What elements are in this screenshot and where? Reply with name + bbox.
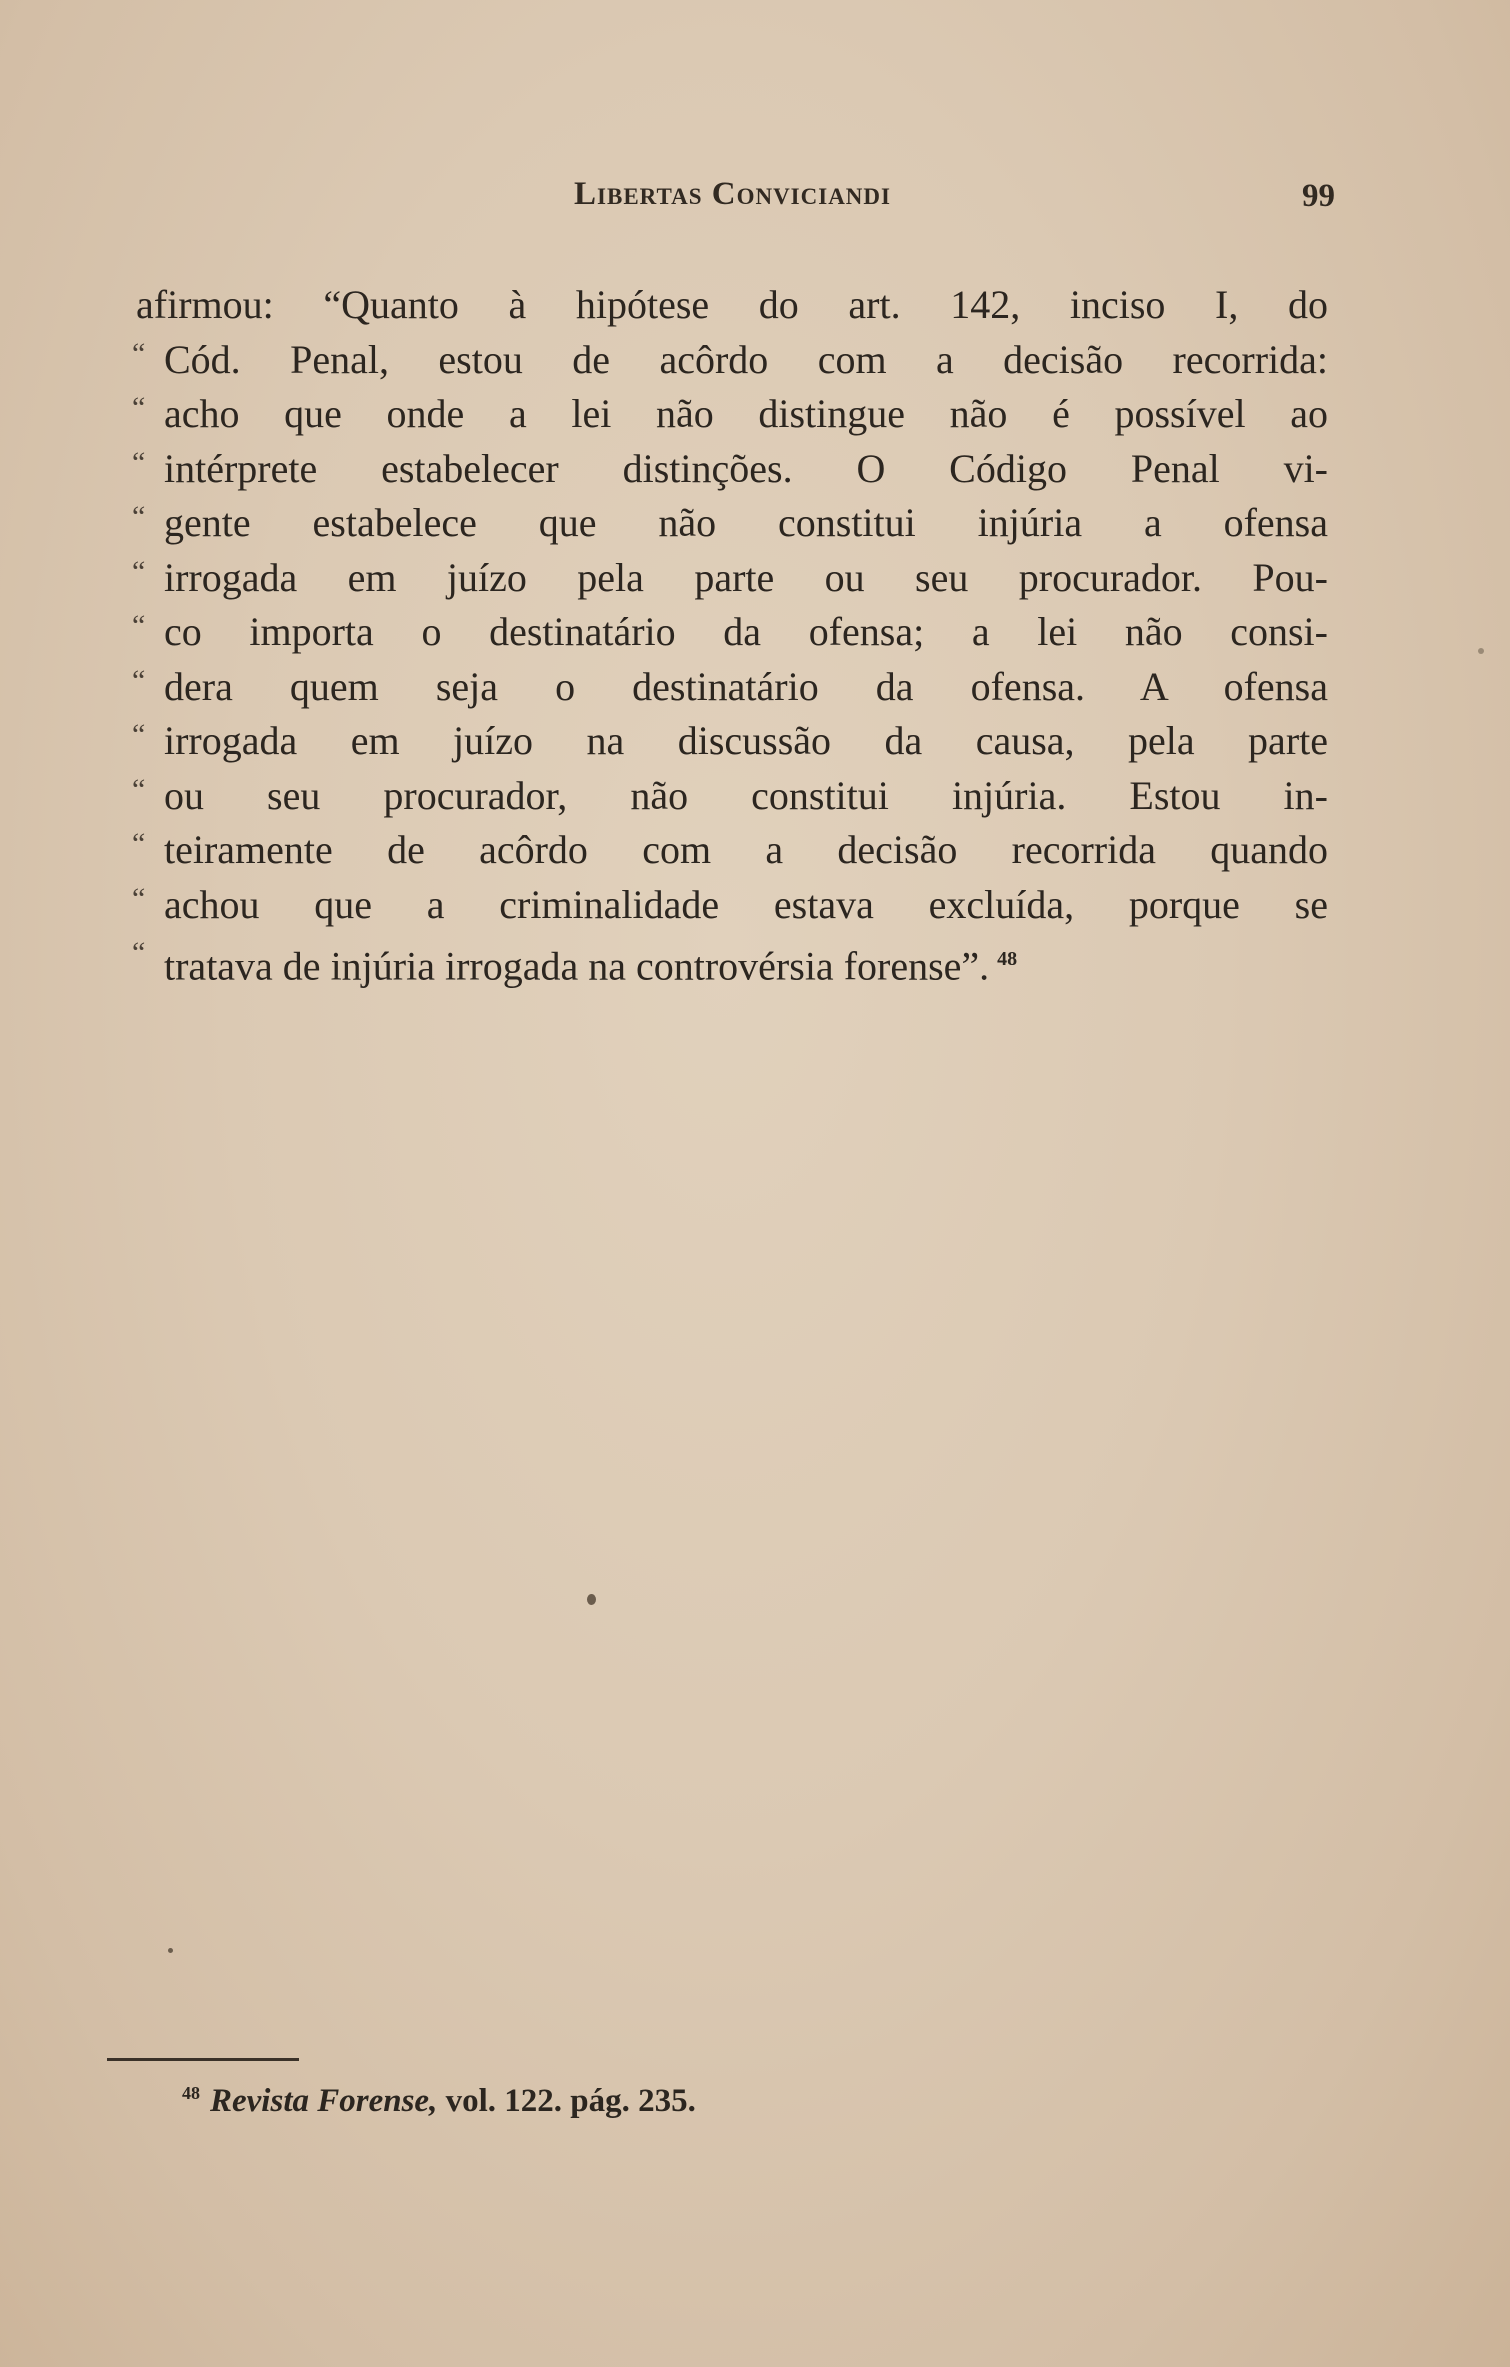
paper-speck bbox=[168, 1948, 173, 1953]
text-line bbox=[128, 769, 1328, 824]
text-line-content: Cód. Penal, estou de acôrdo com a decisão recorrida: bbox=[164, 336, 1328, 382]
text-line-content: teiramente de acôrdo com a decisão recorrida quando bbox=[164, 827, 1328, 872]
quote-mark: “ bbox=[132, 718, 146, 751]
footnote-number: 48 bbox=[182, 2083, 200, 2103]
body-text bbox=[128, 278, 1328, 987]
text-line bbox=[128, 823, 1328, 878]
text-line-content: dera quem seja o destinatário da ofensa. A ofensa bbox=[164, 663, 1328, 709]
footnote-citation: vol. 122. pág. 235. bbox=[445, 2083, 696, 2119]
quote-mark: “ bbox=[132, 391, 146, 424]
text-line-content: ou seu procurador, não constitui injúria. Estou in- bbox=[164, 772, 1328, 818]
page-number: 99 bbox=[1302, 178, 1335, 214]
text-line bbox=[128, 496, 1328, 551]
text-line-content: intérprete estabelecer distinções. O Código Penal vi- bbox=[164, 445, 1328, 491]
text-line-content: afirmou: “Quanto à hipótese do art. 142, inciso I, do bbox=[136, 282, 1328, 327]
quote-mark: “ bbox=[132, 609, 146, 642]
footnote-journal: Revista Forense, bbox=[210, 2083, 438, 2119]
footnote-reference[interactable]: 48 bbox=[997, 948, 1018, 970]
paper-speck bbox=[587, 1594, 596, 1605]
quote-mark: “ bbox=[132, 445, 146, 479]
quote-mark: “ bbox=[132, 827, 146, 860]
text-line-content: gente estabelece que não constitui injúria a ofensa bbox=[164, 500, 1328, 545]
running-title: Libertas Conviciandi bbox=[574, 176, 891, 212]
text-line-content: acho que onde a lei não distingue não é possível ao bbox=[164, 391, 1328, 436]
footnote-divider bbox=[107, 2058, 299, 2061]
quote-mark: “ bbox=[132, 936, 146, 969]
text-line-content: tratava de injúria irrogada na controvérsia forense”. bbox=[164, 943, 990, 989]
text-line bbox=[128, 333, 1328, 388]
paper-speck bbox=[1478, 648, 1484, 654]
text-line bbox=[128, 932, 1328, 987]
quote-mark: “ bbox=[132, 554, 146, 588]
text-line bbox=[128, 278, 1328, 333]
text-line-content: co importa o destinatário da ofensa; a lei não consi- bbox=[164, 609, 1328, 654]
text-line-content: achou que a criminalidade estava excluída, porque se bbox=[164, 881, 1328, 927]
page-header bbox=[130, 170, 1335, 230]
text-line bbox=[128, 442, 1328, 497]
text-line bbox=[128, 660, 1328, 715]
text-line bbox=[128, 878, 1328, 933]
quote-mark: “ bbox=[132, 663, 146, 697]
text-line bbox=[128, 387, 1328, 442]
text-line bbox=[128, 551, 1328, 606]
quote-mark: “ bbox=[132, 336, 146, 370]
text-line-content: irrogada em juízo pela parte ou seu procurador. Pou- bbox=[164, 554, 1328, 600]
text-line bbox=[128, 714, 1328, 769]
footnote bbox=[182, 2083, 696, 2120]
text-line bbox=[128, 605, 1328, 660]
quote-mark: “ bbox=[132, 881, 146, 915]
text-line-content: irrogada em juízo na discussão da causa, pela parte bbox=[164, 718, 1328, 763]
quote-mark: “ bbox=[132, 772, 146, 806]
quote-mark: “ bbox=[132, 500, 146, 533]
